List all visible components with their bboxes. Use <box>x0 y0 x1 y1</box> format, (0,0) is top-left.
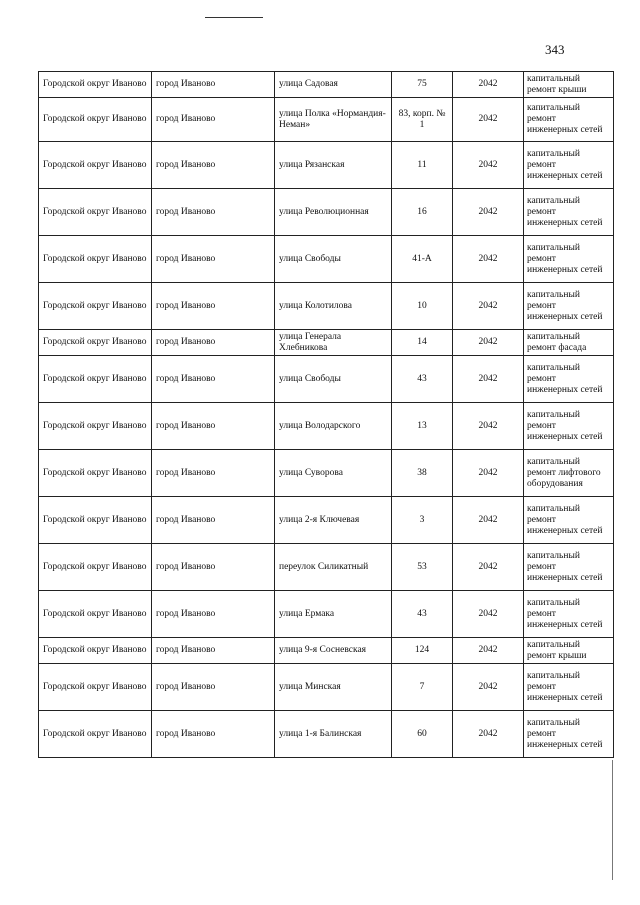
city-cell: город Иваново <box>152 544 275 591</box>
year-cell: 2042 <box>453 591 524 638</box>
year-cell: 2042 <box>453 98 524 142</box>
work-type-cell: капитальный ремонт крыши <box>524 72 614 98</box>
table-row <box>39 72 614 98</box>
house-number-cell: 60 <box>392 711 453 758</box>
table-row <box>39 403 614 450</box>
district-cell: Городской округ Иваново <box>39 450 152 497</box>
house-number-cell: 11 <box>392 142 453 189</box>
city-cell: город Иваново <box>152 98 275 142</box>
city-cell: город Иваново <box>152 330 275 356</box>
district-cell: Городской округ Иваново <box>39 72 152 98</box>
year-cell: 2042 <box>453 236 524 283</box>
work-type-cell: капитальный ремонт лифтового оборудования <box>524 450 614 497</box>
district-cell: Городской округ Иваново <box>39 98 152 142</box>
city-cell: город Иваново <box>152 283 275 330</box>
year-cell: 2042 <box>453 330 524 356</box>
city-cell: город Иваново <box>152 142 275 189</box>
margin-rule <box>612 760 613 880</box>
street-cell: улица Суворова <box>275 450 392 497</box>
street-cell: улица Свободы <box>275 236 392 283</box>
work-type-cell: капитальный ремонт инженерных сетей <box>524 664 614 711</box>
house-number-cell: 13 <box>392 403 453 450</box>
street-cell: улица 2-я Ключевая <box>275 497 392 544</box>
work-type-cell: капитальный ремонт инженерных сетей <box>524 711 614 758</box>
table-row <box>39 591 614 638</box>
table-row <box>39 236 614 283</box>
page-number: 343 <box>545 42 565 57</box>
year-cell: 2042 <box>453 450 524 497</box>
city-cell: город Иваново <box>152 356 275 403</box>
house-number-cell: 43 <box>392 591 453 638</box>
table-row <box>39 189 614 236</box>
district-cell: Городской округ Иваново <box>39 497 152 544</box>
district-cell: Городской округ Иваново <box>39 283 152 330</box>
street-cell: улица Рязанская <box>275 142 392 189</box>
street-cell: улица 1-я Балинская <box>275 711 392 758</box>
work-type-cell: капитальный ремонт инженерных сетей <box>524 236 614 283</box>
street-cell: переулок Силикатный <box>275 544 392 591</box>
street-cell: улица Колотилова <box>275 283 392 330</box>
year-cell: 2042 <box>453 189 524 236</box>
table-row <box>39 330 614 356</box>
city-cell: город Иваново <box>152 638 275 664</box>
year-cell: 2042 <box>453 356 524 403</box>
street-cell: улица Полка «Нормандия-Неман» <box>275 98 392 142</box>
district-cell: Городской округ Иваново <box>39 544 152 591</box>
house-number-cell: 10 <box>392 283 453 330</box>
year-cell: 2042 <box>453 711 524 758</box>
house-number-cell: 43 <box>392 356 453 403</box>
street-cell: улица Минская <box>275 664 392 711</box>
city-cell: город Иваново <box>152 403 275 450</box>
work-type-cell: капитальный ремонт крыши <box>524 638 614 664</box>
district-cell: Городской округ Иваново <box>39 591 152 638</box>
house-number-cell: 41-А <box>392 236 453 283</box>
house-number-cell: 38 <box>392 450 453 497</box>
street-cell: улица Генерала Хлебникова <box>275 330 392 356</box>
year-cell: 2042 <box>453 283 524 330</box>
city-cell: город Иваново <box>152 591 275 638</box>
header-rule <box>205 17 263 18</box>
district-cell: Городской округ Иваново <box>39 711 152 758</box>
house-number-cell: 14 <box>392 330 453 356</box>
table-row <box>39 711 614 758</box>
table-row <box>39 142 614 189</box>
street-cell: улица Садовая <box>275 72 392 98</box>
work-type-cell: капитальный ремонт инженерных сетей <box>524 142 614 189</box>
year-cell: 2042 <box>453 72 524 98</box>
table-row <box>39 283 614 330</box>
work-type-cell: капитальный ремонт фасада <box>524 330 614 356</box>
city-cell: город Иваново <box>152 497 275 544</box>
work-type-cell: капитальный ремонт инженерных сетей <box>524 98 614 142</box>
work-type-cell: капитальный ремонт инженерных сетей <box>524 591 614 638</box>
work-type-cell: капитальный ремонт инженерных сетей <box>524 283 614 330</box>
house-number-cell: 3 <box>392 497 453 544</box>
house-number-cell: 83, корп. № 1 <box>392 98 453 142</box>
year-cell: 2042 <box>453 544 524 591</box>
table-row <box>39 638 614 664</box>
district-cell: Городской округ Иваново <box>39 356 152 403</box>
city-cell: город Иваново <box>152 72 275 98</box>
district-cell: Городской округ Иваново <box>39 664 152 711</box>
city-cell: город Иваново <box>152 711 275 758</box>
street-cell: улица 9-я Сосневская <box>275 638 392 664</box>
table-row <box>39 497 614 544</box>
city-cell: город Иваново <box>152 189 275 236</box>
city-cell: город Иваново <box>152 664 275 711</box>
city-cell: город Иваново <box>152 450 275 497</box>
district-cell: Городской округ Иваново <box>39 330 152 356</box>
street-cell: улица Революционная <box>275 189 392 236</box>
repair-schedule-table <box>38 71 614 758</box>
year-cell: 2042 <box>453 403 524 450</box>
district-cell: Городской округ Иваново <box>39 236 152 283</box>
table-row <box>39 450 614 497</box>
district-cell: Городской округ Иваново <box>39 142 152 189</box>
district-cell: Городской округ Иваново <box>39 189 152 236</box>
work-type-cell: капитальный ремонт инженерных сетей <box>524 189 614 236</box>
work-type-cell: капитальный ремонт инженерных сетей <box>524 497 614 544</box>
district-cell: Городской округ Иваново <box>39 403 152 450</box>
house-number-cell: 124 <box>392 638 453 664</box>
year-cell: 2042 <box>453 497 524 544</box>
street-cell: улица Ермака <box>275 591 392 638</box>
house-number-cell: 7 <box>392 664 453 711</box>
year-cell: 2042 <box>453 638 524 664</box>
work-type-cell: капитальный ремонт инженерных сетей <box>524 544 614 591</box>
house-number-cell: 53 <box>392 544 453 591</box>
year-cell: 2042 <box>453 664 524 711</box>
city-cell: город Иваново <box>152 236 275 283</box>
street-cell: улица Володарского <box>275 403 392 450</box>
work-type-cell: капитальный ремонт инженерных сетей <box>524 356 614 403</box>
table-row <box>39 664 614 711</box>
year-cell: 2042 <box>453 142 524 189</box>
district-cell: Городской округ Иваново <box>39 638 152 664</box>
house-number-cell: 16 <box>392 189 453 236</box>
table-row <box>39 98 614 142</box>
street-cell: улица Свободы <box>275 356 392 403</box>
table-row <box>39 356 614 403</box>
work-type-cell: капитальный ремонт инженерных сетей <box>524 403 614 450</box>
house-number-cell: 75 <box>392 72 453 98</box>
table-row <box>39 544 614 591</box>
